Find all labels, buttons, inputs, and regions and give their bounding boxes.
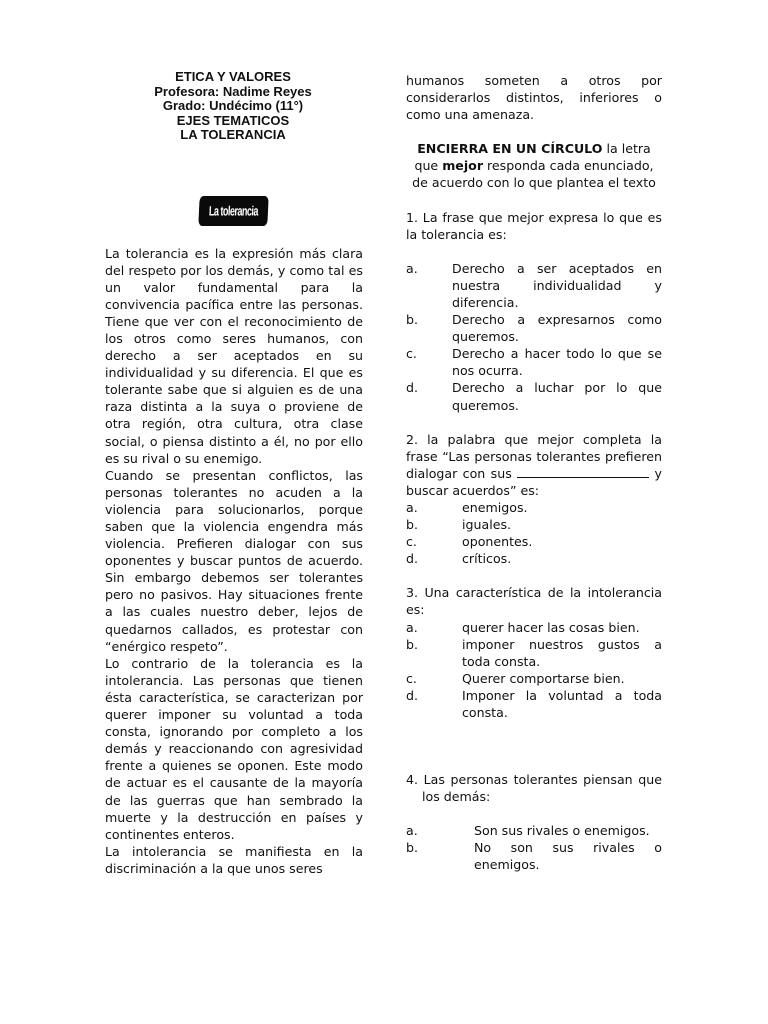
option-letter: b. <box>406 517 418 533</box>
option-letter: d. <box>406 380 418 396</box>
wordart-title: La tolerancia <box>199 196 269 226</box>
option-letter: a. <box>406 260 418 276</box>
option-letter: a. <box>406 499 418 515</box>
option-letter: c. <box>406 346 417 362</box>
option-text: enemigos. <box>462 499 528 515</box>
option-letter: c. <box>406 534 417 550</box>
question-1-options <box>406 260 662 414</box>
option-letter: a. <box>406 823 418 839</box>
question-1: 1. La frase que mejor expresa lo que es la tolerancia es: <box>406 209 662 242</box>
instruction-emphasis-best: mejor <box>442 158 484 174</box>
option-text: Son sus rivales o enemigos. <box>474 823 650 839</box>
option-text: Derecho a ser aceptados en nuestra individualidad y diferencia. <box>452 260 662 310</box>
option-letter: c. <box>406 670 417 686</box>
instruction-text-rest: responda cada enunciado, de acuerdo con lo que plantea el texto <box>412 158 656 191</box>
option-letter: d. <box>406 551 418 567</box>
option-item[interactable] <box>406 839 662 873</box>
subject-title: ETICA Y VALORES <box>175 69 291 84</box>
question-2-options <box>406 499 662 567</box>
topic-title: LA TOLERANCIA <box>180 127 286 142</box>
section-title: EJES TEMATICOS <box>176 112 290 128</box>
option-text: No son sus rivales o enemigos. <box>474 840 662 873</box>
option-text: Derecho a expresarnos como queremos. <box>452 312 662 345</box>
question-2-text-end: y buscar acuerdos” es: <box>406 465 662 498</box>
teacher-name: Profesora: Nadime Reyes <box>154 83 312 99</box>
question-2-text: 2. la palabra que mejor completa la frase “Las personas tolerantes prefieren dialogar con sus <box>406 431 662 481</box>
option-item[interactable] <box>406 619 662 636</box>
option-letter: b. <box>406 636 418 652</box>
paragraph-2: Cuando se presentan conflictos, las personas tolerantes no acuden a la violencia para solucionarlos, porque saben que la violencia engendra más violencia. Prefieren dialogar con sus oponentes y buscar puntos de acuerdo. Sin embargo debemos ser tolerantes pero no pasivos. Hay situaciones frente a las cuales nuestro deber, lejos de quedarnos callados, es protestar con “enérgico respeto”. <box>105 467 363 654</box>
option-text: Derecho a hacer todo lo que se nos ocurra. <box>452 346 662 379</box>
option-item[interactable] <box>406 499 662 516</box>
option-item[interactable] <box>406 636 662 670</box>
option-item[interactable] <box>406 345 662 379</box>
paragraph-3: Lo contrario de la tolerancia es la intolerancia. Las personas que tienen ésta característica, se caracterizan por querer imponer su voluntad a toda consta, ignorando por completo a los demás y reaccionando con agresividad frente a quienes se oponen. Este modo de actuar es el causante de la mayoría de las guerras que han sembrado la muerte y la destrucción en países y continentes enteros. <box>105 655 363 842</box>
option-item[interactable] <box>406 550 662 567</box>
option-letter: b. <box>406 312 418 328</box>
question-4: 4. Las personas tolerantes piensan que los demás: <box>406 772 662 805</box>
option-letter: d. <box>406 687 418 703</box>
option-item[interactable] <box>406 311 662 345</box>
option-text: críticos. <box>462 551 512 567</box>
instruction-text: la letra que <box>414 141 651 174</box>
option-text: Derecho a luchar por lo que queremos. <box>452 380 662 413</box>
paragraph-continuation: humanos someten a otros por considerarlos distintos, inferiores o como una amenaza. <box>406 73 662 123</box>
reading-text <box>105 245 363 877</box>
paragraph-1: La tolerancia es la expresión más clara del respeto por los demás, y como tal es un valor fundamental para la convivencia pacífica entre las personas. Tiene que ver con el reconocimiento de los otros como seres humanos, con derecho a ser aceptados en su individualidad y su diferencia. El que es tolerante sabe que si alguien es de una raza distinta a la suya o proviene de otra región, otra cultura, otra clase social, o piensa distinto a él, no por ello es su rival o su enemigo. <box>105 245 363 466</box>
paragraph-4: La intolerancia se manifiesta en la discriminación a la que unos seres <box>105 843 363 876</box>
option-text: querer hacer las cosas bien. <box>462 619 640 635</box>
option-text: iguales. <box>462 517 512 533</box>
fill-in-blank <box>517 466 649 478</box>
question-3: 3. Una característica de la intolerancia es: <box>406 585 662 618</box>
option-text: oponentes. <box>462 534 533 550</box>
grade-label: Grado: Undécimo (11°) <box>162 98 304 113</box>
instructions <box>406 140 662 191</box>
option-item[interactable] <box>406 533 662 550</box>
instruction-emphasis: ENCIERRA EN UN CÍRCULO <box>417 141 603 157</box>
document-header <box>97 70 369 143</box>
option-item[interactable] <box>406 822 662 839</box>
option-text: Querer comportarse bien. <box>462 670 625 686</box>
option-letter: b. <box>406 840 418 856</box>
option-item[interactable] <box>406 260 662 311</box>
left-column <box>105 70 363 877</box>
option-item[interactable] <box>406 379 662 413</box>
question-4-options <box>406 822 662 873</box>
wordart-banner <box>105 199 363 229</box>
option-item[interactable] <box>406 516 662 533</box>
option-letter: a. <box>406 619 418 635</box>
question-2 <box>406 431 662 499</box>
option-text: Imponer la voluntad a toda consta. <box>462 687 662 720</box>
option-text: imponer nuestros gustos a toda consta. <box>462 636 662 669</box>
option-item[interactable] <box>406 670 662 687</box>
question-3-options <box>406 619 662 722</box>
option-item[interactable] <box>406 687 662 721</box>
right-column <box>406 72 662 874</box>
